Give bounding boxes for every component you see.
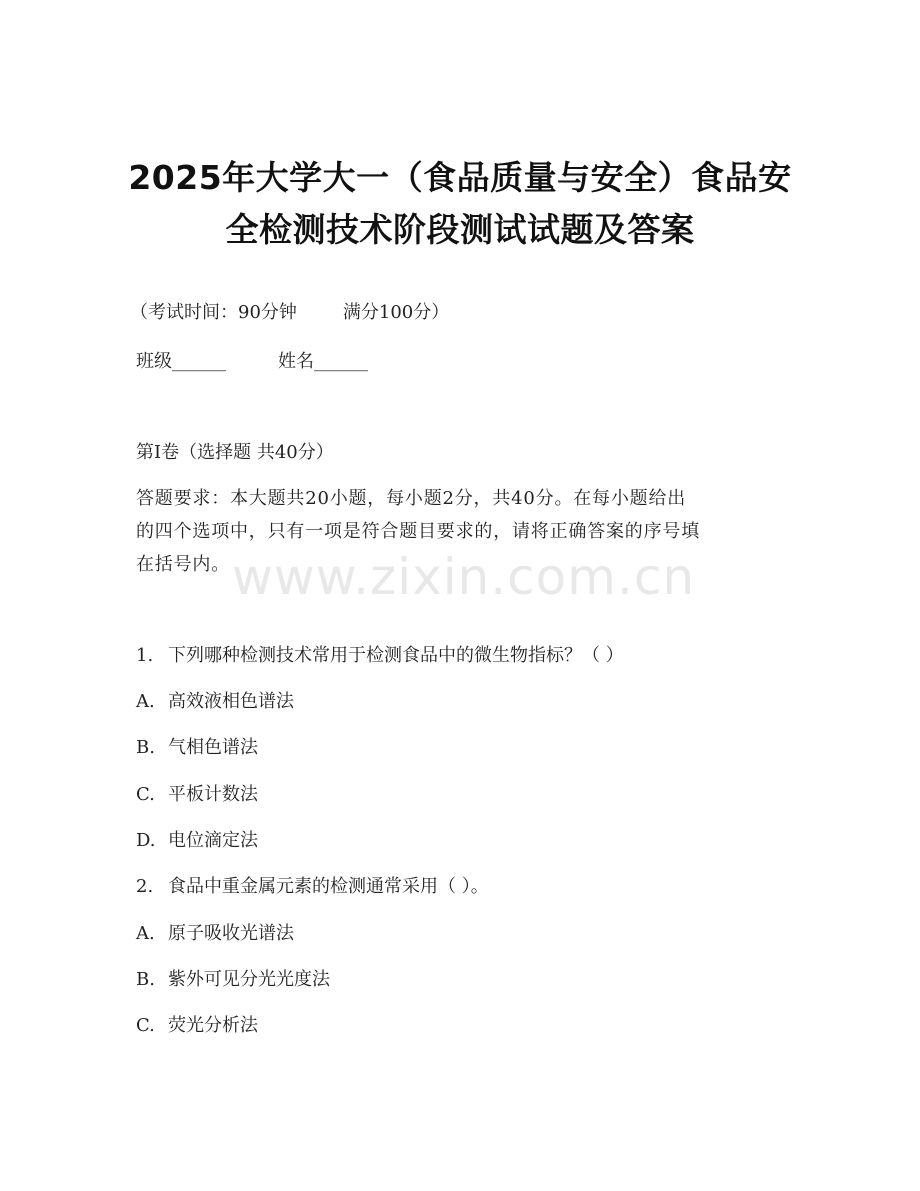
option-letter: A. [136, 923, 155, 944]
question-1-option-a [136, 689, 294, 715]
exam-score: 满分100分） [342, 302, 450, 323]
watermark: www.zixin.com.cn [232, 548, 696, 606]
document-title [60, 152, 860, 256]
question-2-option-c [136, 1013, 258, 1039]
question-2-option-a [136, 921, 294, 947]
option-text: 平板计数法 [168, 784, 258, 805]
option-text: 高效液相色谱法 [168, 691, 294, 712]
option-text: 荧光分析法 [168, 1015, 258, 1036]
question-text: 下列哪种检测技术常用于检测食品中的微生物指标？（ ） [168, 645, 624, 666]
option-text: 气相色谱法 [168, 737, 258, 758]
option-letter: B. [136, 737, 155, 758]
question-1-option-c [136, 782, 258, 808]
student-fields [136, 349, 368, 375]
question-number: 1. [136, 645, 154, 666]
instruction-line: 的四个选项中，只有一项是符合题目要求的，请将正确答案的序号填 [136, 521, 700, 542]
exam-info [130, 300, 449, 326]
option-letter: B. [136, 969, 155, 990]
question-2 [136, 874, 489, 900]
option-letter: C. [136, 1015, 155, 1036]
question-1-option-d [136, 828, 258, 854]
question-2-option-b [136, 967, 330, 993]
instruction-line: 答题要求：本大题共20小题，每小题2分，共40分。在每小题给出 [136, 488, 687, 509]
instruction-line: 在括号内。 [136, 554, 230, 575]
option-letter: C. [136, 784, 155, 805]
question-1-option-b [136, 735, 258, 761]
option-text: 电位滴定法 [168, 830, 258, 851]
option-letter: A. [136, 691, 155, 712]
question-1 [136, 643, 624, 669]
option-text: 原子吸收光谱法 [168, 923, 294, 944]
exam-time: （考试时间：90分钟 [130, 302, 297, 323]
option-text: 紫外可见分光光度法 [168, 969, 330, 990]
name-field: 姓名______ [278, 351, 368, 372]
question-text: 食品中重金属元素的检测通常采用（ ）。 [168, 876, 489, 897]
section-heading: 第I卷（选择题 共40分） [136, 442, 334, 463]
option-letter: D. [136, 830, 156, 851]
question-number: 2. [136, 876, 154, 897]
class-field: 班级______ [136, 351, 226, 372]
title-line-2: 全检测技术阶段测试试题及答案 [225, 210, 695, 249]
title-line-1: 2025年大学大一（食品质量与安全）食品安 [128, 158, 792, 197]
